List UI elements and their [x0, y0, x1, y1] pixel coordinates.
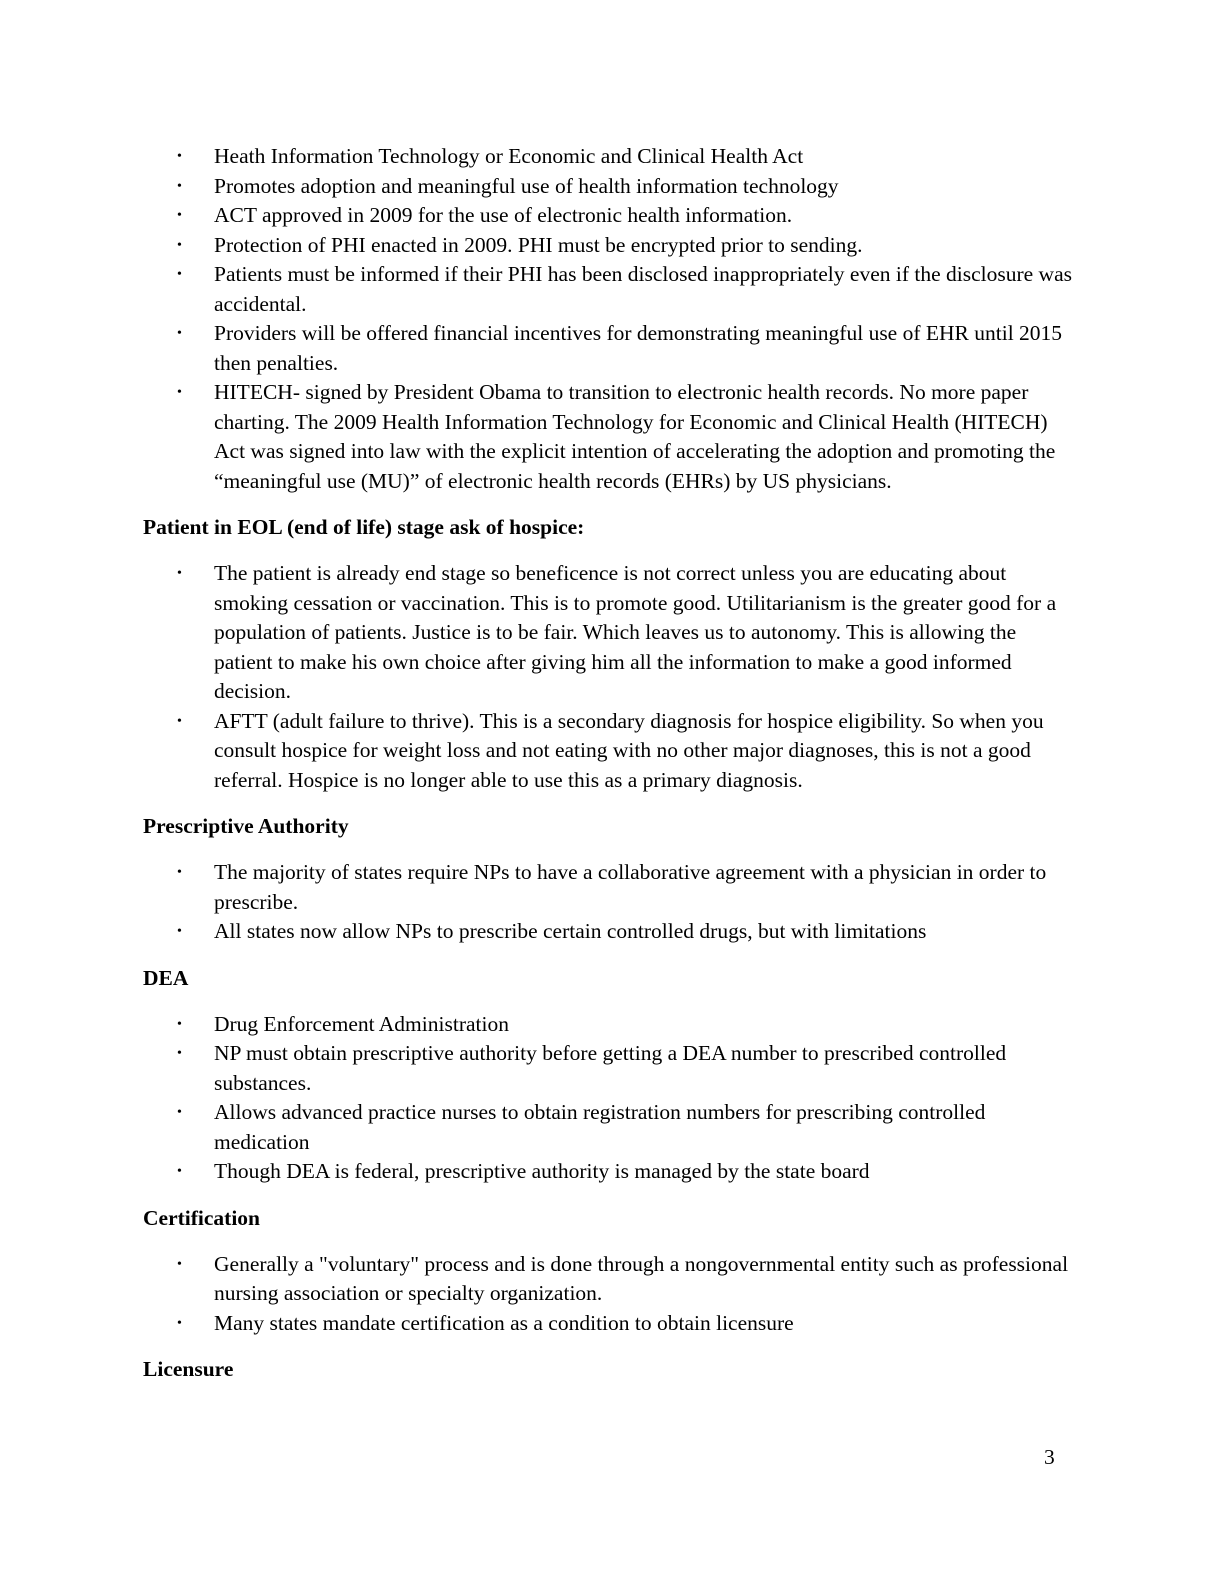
- list-item-text: Generally a "voluntary" process and is done through a nongovernmental entity such as professional nursing association or specialty organization.: [214, 1251, 1069, 1305]
- list-item-text: AFTT (adult failure to thrive). This is a secondary diagnosis for hospice eligibility. So when you consult hospice for weight loss and not eating with no other major diagnoses, this is not a good referral. Hospice is no longer able to use this as a primary diagnosis.: [214, 708, 1044, 792]
- bullet-icon: •: [177, 924, 182, 939]
- bullet-icon: •: [177, 385, 182, 400]
- bullet-icon: •: [177, 566, 182, 581]
- bullet-icon: •: [177, 713, 182, 729]
- list-item-text: Promotes adoption and meaningful use of health information technology: [214, 173, 839, 198]
- bullet-icon: •: [177, 865, 182, 880]
- list-item-text: Heath Information Technology or Economic and Clinical Health Act: [214, 144, 804, 168]
- list-item-text: ACT approved in 2009 for the use of electronic health information.: [214, 203, 793, 227]
- list-item: [143, 1157, 1073, 1187]
- bullet-icon: •: [177, 1016, 182, 1032]
- section-heading-dea: DEA: [143, 965, 189, 990]
- bullet-icon: •: [177, 208, 182, 223]
- bullet-icon: •: [177, 326, 182, 341]
- list-item-text: HITECH- signed by President Obama to transition to electronic health records. No more paper charting. The 2009 Health Information Technology for Economic and Clinical Health (HITECH) Act was signed into law with the explicit intention of accelerating the adoption and promoting the “meaningful use (MU)” of electronic health records (EHRs) by US physicians.: [214, 380, 1056, 493]
- page-content: [143, 142, 1073, 1401]
- list-item-text: NP must obtain prescriptive authority before getting a DEA number to prescribed controlled substances.: [214, 1041, 1007, 1095]
- list-item: [143, 1098, 1073, 1157]
- section-heading-prescriptive-authority: Prescriptive Authority: [143, 814, 349, 838]
- list-item: [143, 378, 1073, 496]
- list-item-text: Protection of PHI enacted in 2009. PHI must be encrypted prior to sending.: [214, 232, 863, 257]
- list-item-text: Drug Enforcement Administration: [214, 1011, 509, 1036]
- section-heading-eol: Patient in EOL (end of life) stage ask of hospice:: [143, 515, 585, 539]
- bullet-icon: •: [177, 1256, 182, 1272]
- list-item: [143, 917, 1073, 947]
- list-item-text: All states now allow NPs to prescribe certain controlled drugs, but with limitations: [214, 919, 927, 943]
- dea-list: [143, 1010, 1073, 1187]
- eol-list: [143, 559, 1073, 795]
- bullet-icon: •: [177, 1046, 182, 1061]
- list-item: [143, 172, 1073, 202]
- bullet-icon: •: [177, 1315, 182, 1331]
- list-item-text: The patient is already end stage so beneficence is not correct unless you are educating about smoking cessation or vaccination. This is to promote good. Utilitarianism is the greater good for a population of patients. Justice is to be fair. Which leaves us to autonomy. This is allowing the patient to make his own choice after giving him all the information to make a good informed decision.: [214, 561, 1057, 703]
- list-item-text: Providers will be offered financial incentives for demonstrating meaningful use of EHR until 2015 then penalties.: [214, 321, 1063, 375]
- list-item: [143, 260, 1073, 319]
- hitech-list: [143, 142, 1073, 496]
- bullet-icon: •: [177, 178, 182, 194]
- list-item: [143, 559, 1073, 707]
- list-item-text: Though DEA is federal, prescriptive authority is managed by the state board: [214, 1159, 870, 1183]
- list-item-text: Patients must be informed if their PHI has been disclosed inappropriately even if the disclosure was accidental.: [214, 262, 1072, 316]
- list-item-text: Allows advanced practice nurses to obtain registration numbers for prescribing controlled medication: [214, 1100, 986, 1154]
- list-item: [143, 142, 1073, 172]
- list-item-text: Many states mandate certification as a condition to obtain licensure: [214, 1310, 794, 1335]
- list-item: [143, 707, 1073, 796]
- bullet-icon: •: [177, 237, 182, 253]
- page-number: 3: [1044, 1445, 1055, 1469]
- list-item: [143, 1010, 1073, 1040]
- list-item: [143, 1309, 1073, 1339]
- section-heading-licensure: Licensure: [143, 1357, 234, 1381]
- list-item: [143, 858, 1073, 917]
- bullet-icon: •: [177, 267, 182, 282]
- list-item: [143, 1039, 1073, 1098]
- bullet-icon: •: [177, 149, 182, 164]
- list-item: [143, 319, 1073, 378]
- bullet-icon: •: [177, 1164, 182, 1179]
- list-item-text: The majority of states require NPs to have a collaborative agreement with a physician in order to prescribe.: [214, 860, 1047, 914]
- bullet-icon: •: [177, 1105, 182, 1120]
- list-item: [143, 201, 1073, 231]
- certification-list: [143, 1250, 1073, 1339]
- list-item: [143, 231, 1073, 261]
- list-item: [143, 1250, 1073, 1309]
- section-heading-certification: Certification: [143, 1205, 261, 1230]
- prescriptive-authority-list: [143, 858, 1073, 947]
